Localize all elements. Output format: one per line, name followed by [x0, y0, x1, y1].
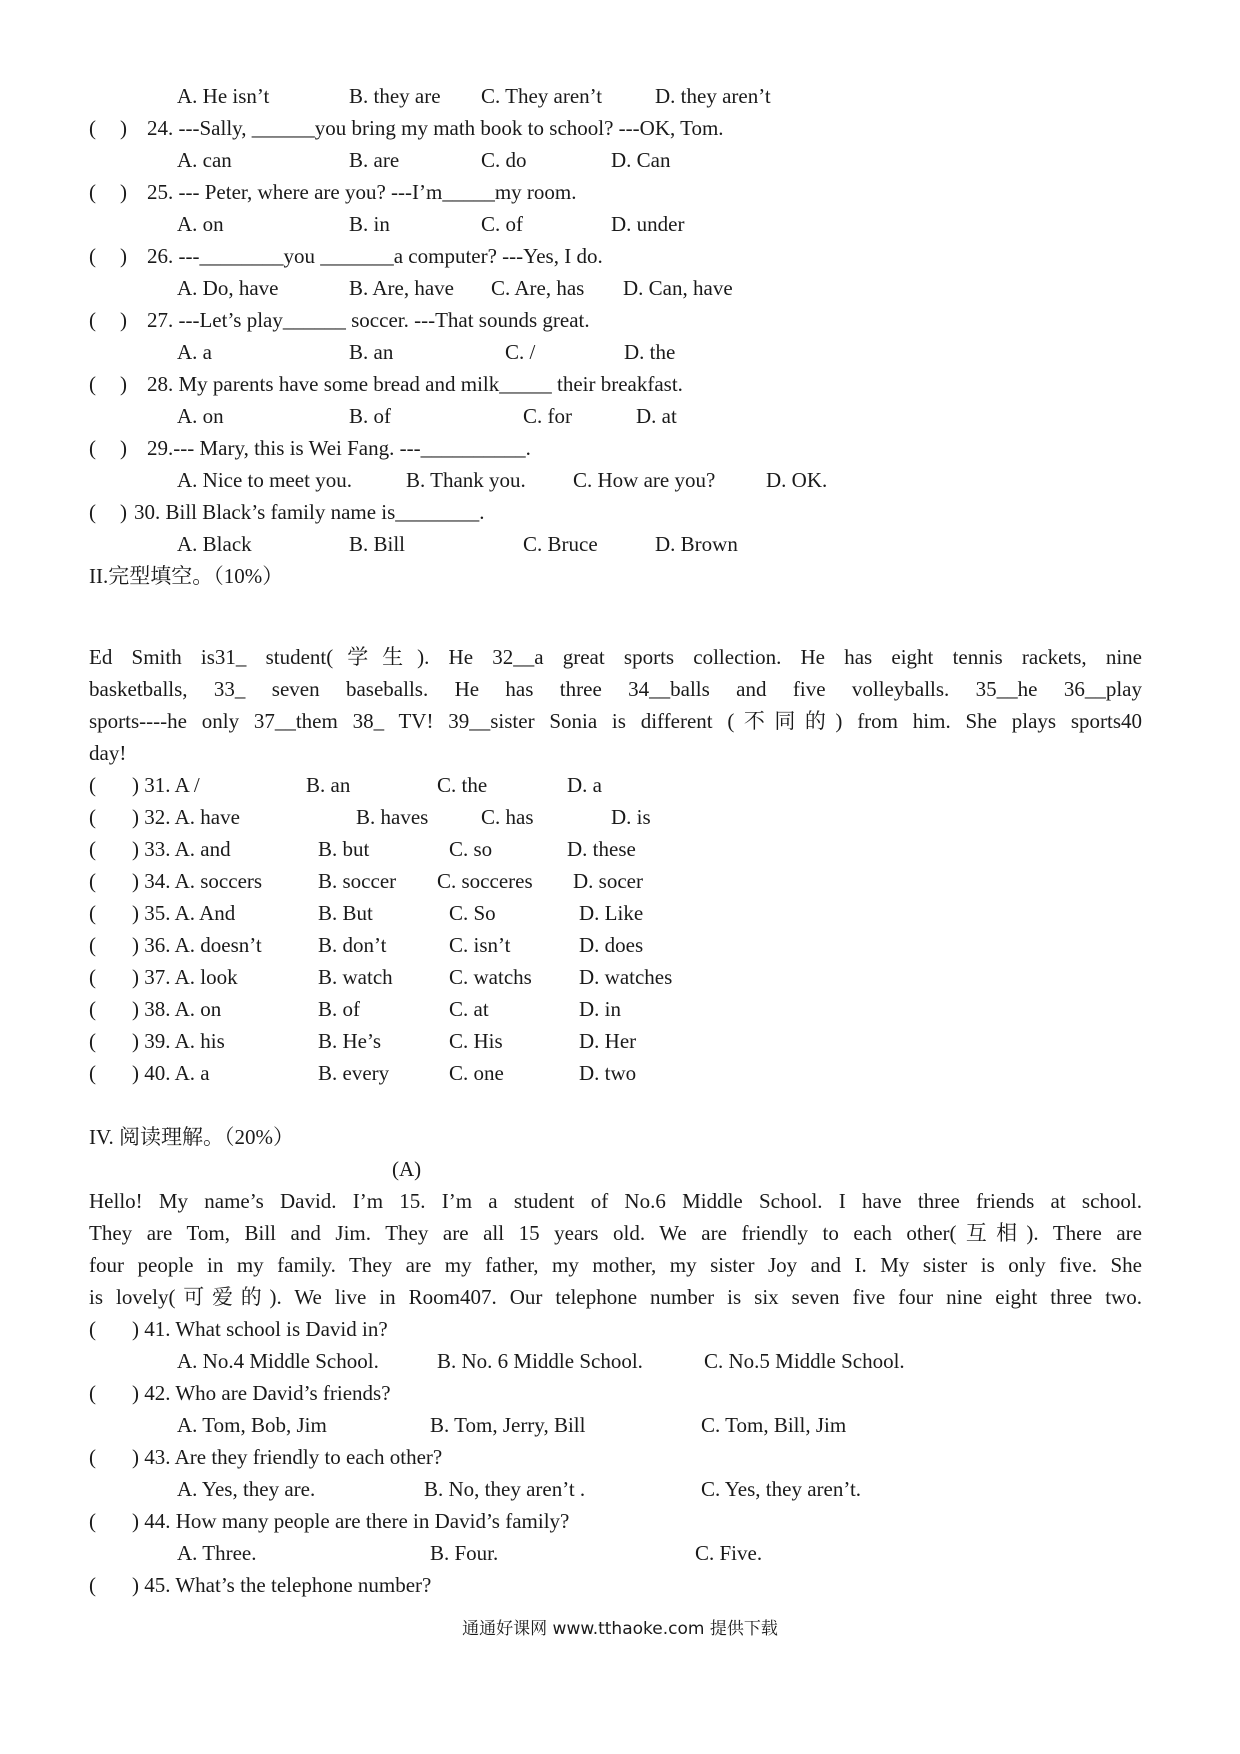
- option: C. They aren’t: [481, 84, 603, 108]
- option: C. Bruce: [523, 532, 598, 556]
- option: A. on: [177, 404, 224, 428]
- option: D. the: [624, 340, 676, 364]
- option: C. has: [481, 805, 534, 829]
- answer-paren-open: (: [89, 1029, 96, 1053]
- answer-paren-open: (: [89, 997, 96, 1021]
- option: D. a: [567, 773, 602, 797]
- item-num: ) 36. A. doesn’t: [132, 933, 262, 957]
- option: C. watchs: [449, 965, 532, 989]
- option: A. Tom, Bob, Jim: [177, 1413, 327, 1437]
- answer-paren-close: ): [120, 500, 127, 524]
- option: B. No. 6 Middle School.: [437, 1349, 643, 1373]
- option: A. can: [177, 148, 232, 172]
- option: B. an: [306, 773, 351, 797]
- option: C. Are, has: [491, 276, 585, 300]
- option: D. Brown: [655, 532, 738, 556]
- answer-paren-close: ): [120, 116, 127, 140]
- answer-paren-close: ): [120, 436, 127, 460]
- option: D. socer: [573, 869, 643, 893]
- answer-paren-open: (: [89, 180, 96, 204]
- answer-paren-open: (: [89, 869, 96, 893]
- question-stem: 30. Bill Black’s family name is________.: [134, 500, 485, 524]
- option: C. His: [449, 1029, 503, 1053]
- option: C. So: [449, 901, 496, 925]
- option: D. does: [579, 933, 644, 957]
- cloze-passage-line: day!: [89, 741, 127, 765]
- option: B. they are: [349, 84, 441, 108]
- question-stem: 29.--- Mary, this is Wei Fang. ---__________.: [147, 436, 531, 460]
- option: D. Can: [611, 148, 671, 172]
- answer-paren-open: (: [89, 1381, 96, 1405]
- question-stem: 25. --- Peter, where are you? ---I’m_____my room.: [147, 180, 577, 204]
- option: D. at: [636, 404, 677, 428]
- option: B. don’t: [318, 933, 387, 957]
- item-num: ) 32. A. have: [132, 805, 240, 829]
- item-num: ) 37. A. look: [132, 965, 238, 989]
- option: D. these: [567, 837, 636, 861]
- answer-paren-open: (: [89, 436, 96, 460]
- item-num: ) 39. A. his: [132, 1029, 225, 1053]
- option: B. haves: [356, 805, 429, 829]
- option: B. Are, have: [349, 276, 454, 300]
- option: B. every: [318, 1061, 390, 1085]
- item-num: ) 40. A. a: [132, 1061, 210, 1085]
- option: B. in: [349, 212, 390, 236]
- answer-paren-close: ): [120, 308, 127, 332]
- option: D. in: [579, 997, 621, 1021]
- passage-label: (A): [392, 1157, 422, 1181]
- option: A. on: [177, 212, 224, 236]
- question-stem: ) 44. How many people are there in David’s family?: [132, 1509, 570, 1533]
- option: C. socceres: [437, 869, 533, 893]
- answer-paren-open: (: [89, 244, 96, 268]
- section-title: IV. 阅读理解。（20%）: [89, 1125, 294, 1149]
- item-num: ) 33. A. and: [132, 837, 231, 861]
- reading-passage-line: is lovely(可爱的). We live in Room407. Our telephone number is six seven five four nine eight three two.: [89, 1285, 1142, 1309]
- page-footer: 通通好课网 www.tthaoke.com 提供下载: [462, 1619, 778, 1639]
- option: D. is: [611, 805, 651, 829]
- cloze-passage-line: sports----he only 37__them 38_ TV! 39__sister Sonia is different (不同的) from him. She plays sports40: [89, 709, 1142, 733]
- option: B. watch: [318, 965, 393, 989]
- answer-paren-open: (: [89, 1573, 96, 1597]
- answer-paren-open: (: [89, 1061, 96, 1085]
- answer-paren-open: (: [89, 805, 96, 829]
- option: C. No.5 Middle School.: [704, 1349, 905, 1373]
- item-num: ) 38. A. on: [132, 997, 222, 1021]
- option: D. OK.: [766, 468, 828, 492]
- answer-paren-close: ): [120, 180, 127, 204]
- answer-paren-open: (: [89, 116, 96, 140]
- option: D. they aren’t: [655, 84, 771, 108]
- option: B. But: [318, 901, 373, 925]
- reading-passage-line: Hello! My name’s David. I’m 15. I’m a student of No.6 Middle School. I have three friends at school.: [89, 1189, 1142, 1213]
- question-stem: ) 41. What school is David in?: [132, 1317, 388, 1341]
- option: C. Tom, Bill, Jim: [701, 1413, 847, 1437]
- option: B. He’s: [318, 1029, 381, 1053]
- cloze-passage-line: Ed Smith is31_ student(学生). He 32__a great sports collection. He has eight tennis rackets, nine: [89, 645, 1142, 669]
- option: C. at: [449, 997, 489, 1021]
- question-stem: 28. My parents have some bread and milk_____ their breakfast.: [147, 372, 683, 396]
- option: B. soccer: [318, 869, 397, 893]
- option: A. He isn’t: [177, 84, 270, 108]
- option: B. of: [318, 997, 360, 1021]
- answer-paren-open: (: [89, 372, 96, 396]
- answer-paren-open: (: [89, 965, 96, 989]
- option: D. Like: [579, 901, 644, 925]
- item-num: ) 31. A /: [132, 773, 200, 797]
- answer-paren-open: (: [89, 837, 96, 861]
- question-stem: 26. ---________you _______a computer? ---Yes, I do.: [147, 244, 603, 268]
- answer-paren-open: (: [89, 1317, 96, 1341]
- reading-passage-line: They are Tom, Bill and Jim. They are all 15 years old. We are friendly to each other(互相). There are: [89, 1221, 1142, 1245]
- option: A. Do, have: [177, 276, 279, 300]
- answer-paren-open: (: [89, 933, 96, 957]
- answer-paren-open: (: [89, 1445, 96, 1469]
- answer-paren-open: (: [89, 901, 96, 925]
- answer-paren-open: (: [89, 1509, 96, 1533]
- option: B. are: [349, 148, 400, 172]
- option: A. No.4 Middle School.: [177, 1349, 379, 1373]
- answer-paren-close: ): [120, 244, 127, 268]
- option: B. Tom, Jerry, Bill: [430, 1413, 586, 1437]
- option: C. the: [437, 773, 488, 797]
- option: C. so: [449, 837, 493, 861]
- section-title: II.完型填空。（10%）: [89, 564, 284, 588]
- cloze-passage-line: basketballs, 33_ seven baseballs. He has three 34__balls and five volleyballs. 35__he 36__play: [89, 677, 1142, 701]
- option: A. a: [177, 340, 212, 364]
- option: B. an: [349, 340, 394, 364]
- option: C. Five.: [695, 1541, 763, 1565]
- question-stem: ) 45. What’s the telephone number?: [132, 1573, 432, 1597]
- answer-paren-close: ): [120, 372, 127, 396]
- option: B. of: [349, 404, 391, 428]
- answer-paren-open: (: [89, 308, 96, 332]
- option: B. but: [318, 837, 370, 861]
- option: C. /: [505, 340, 536, 364]
- option: C. of: [481, 212, 523, 236]
- option: A. Black: [177, 532, 252, 556]
- item-num: ) 35. A. And: [132, 901, 236, 925]
- option: A. Three.: [177, 1541, 257, 1565]
- question-stem: ) 43. Are they friendly to each other?: [132, 1445, 443, 1469]
- option: D. watches: [579, 965, 673, 989]
- answer-paren-open: (: [89, 773, 96, 797]
- option: B. Four.: [430, 1541, 499, 1565]
- question-stem: 27. ---Let’s play______ soccer. ---That sounds great.: [147, 308, 590, 332]
- option: C. How are you?: [573, 468, 716, 492]
- option: D. Her: [579, 1029, 637, 1053]
- item-num: ) 34. A. soccers: [132, 869, 263, 893]
- option: B. No, they aren’t .: [424, 1477, 586, 1501]
- question-stem: ) 42. Who are David’s friends?: [132, 1381, 391, 1405]
- option: D. under: [611, 212, 685, 236]
- option: C. do: [481, 148, 527, 172]
- reading-passage-line: four people in my family. They are my father, my mother, my sister Joy and I. My sister is only five. She: [89, 1253, 1142, 1277]
- question-stem: 24. ---Sally, ______you bring my math book to school? ---OK, Tom.: [147, 116, 724, 140]
- option: C. Yes, they aren’t.: [701, 1477, 862, 1501]
- option: C. one: [449, 1061, 504, 1085]
- option: A. Nice to meet you.: [177, 468, 352, 492]
- option: C. for: [523, 404, 572, 428]
- option: C. isn’t: [449, 933, 511, 957]
- option: B. Thank you.: [406, 468, 526, 492]
- answer-paren-open: (: [89, 500, 96, 524]
- option: D. Can, have: [623, 276, 733, 300]
- option: B. Bill: [349, 532, 406, 556]
- option: D. two: [579, 1061, 637, 1085]
- option: A. Yes, they are.: [177, 1477, 316, 1501]
